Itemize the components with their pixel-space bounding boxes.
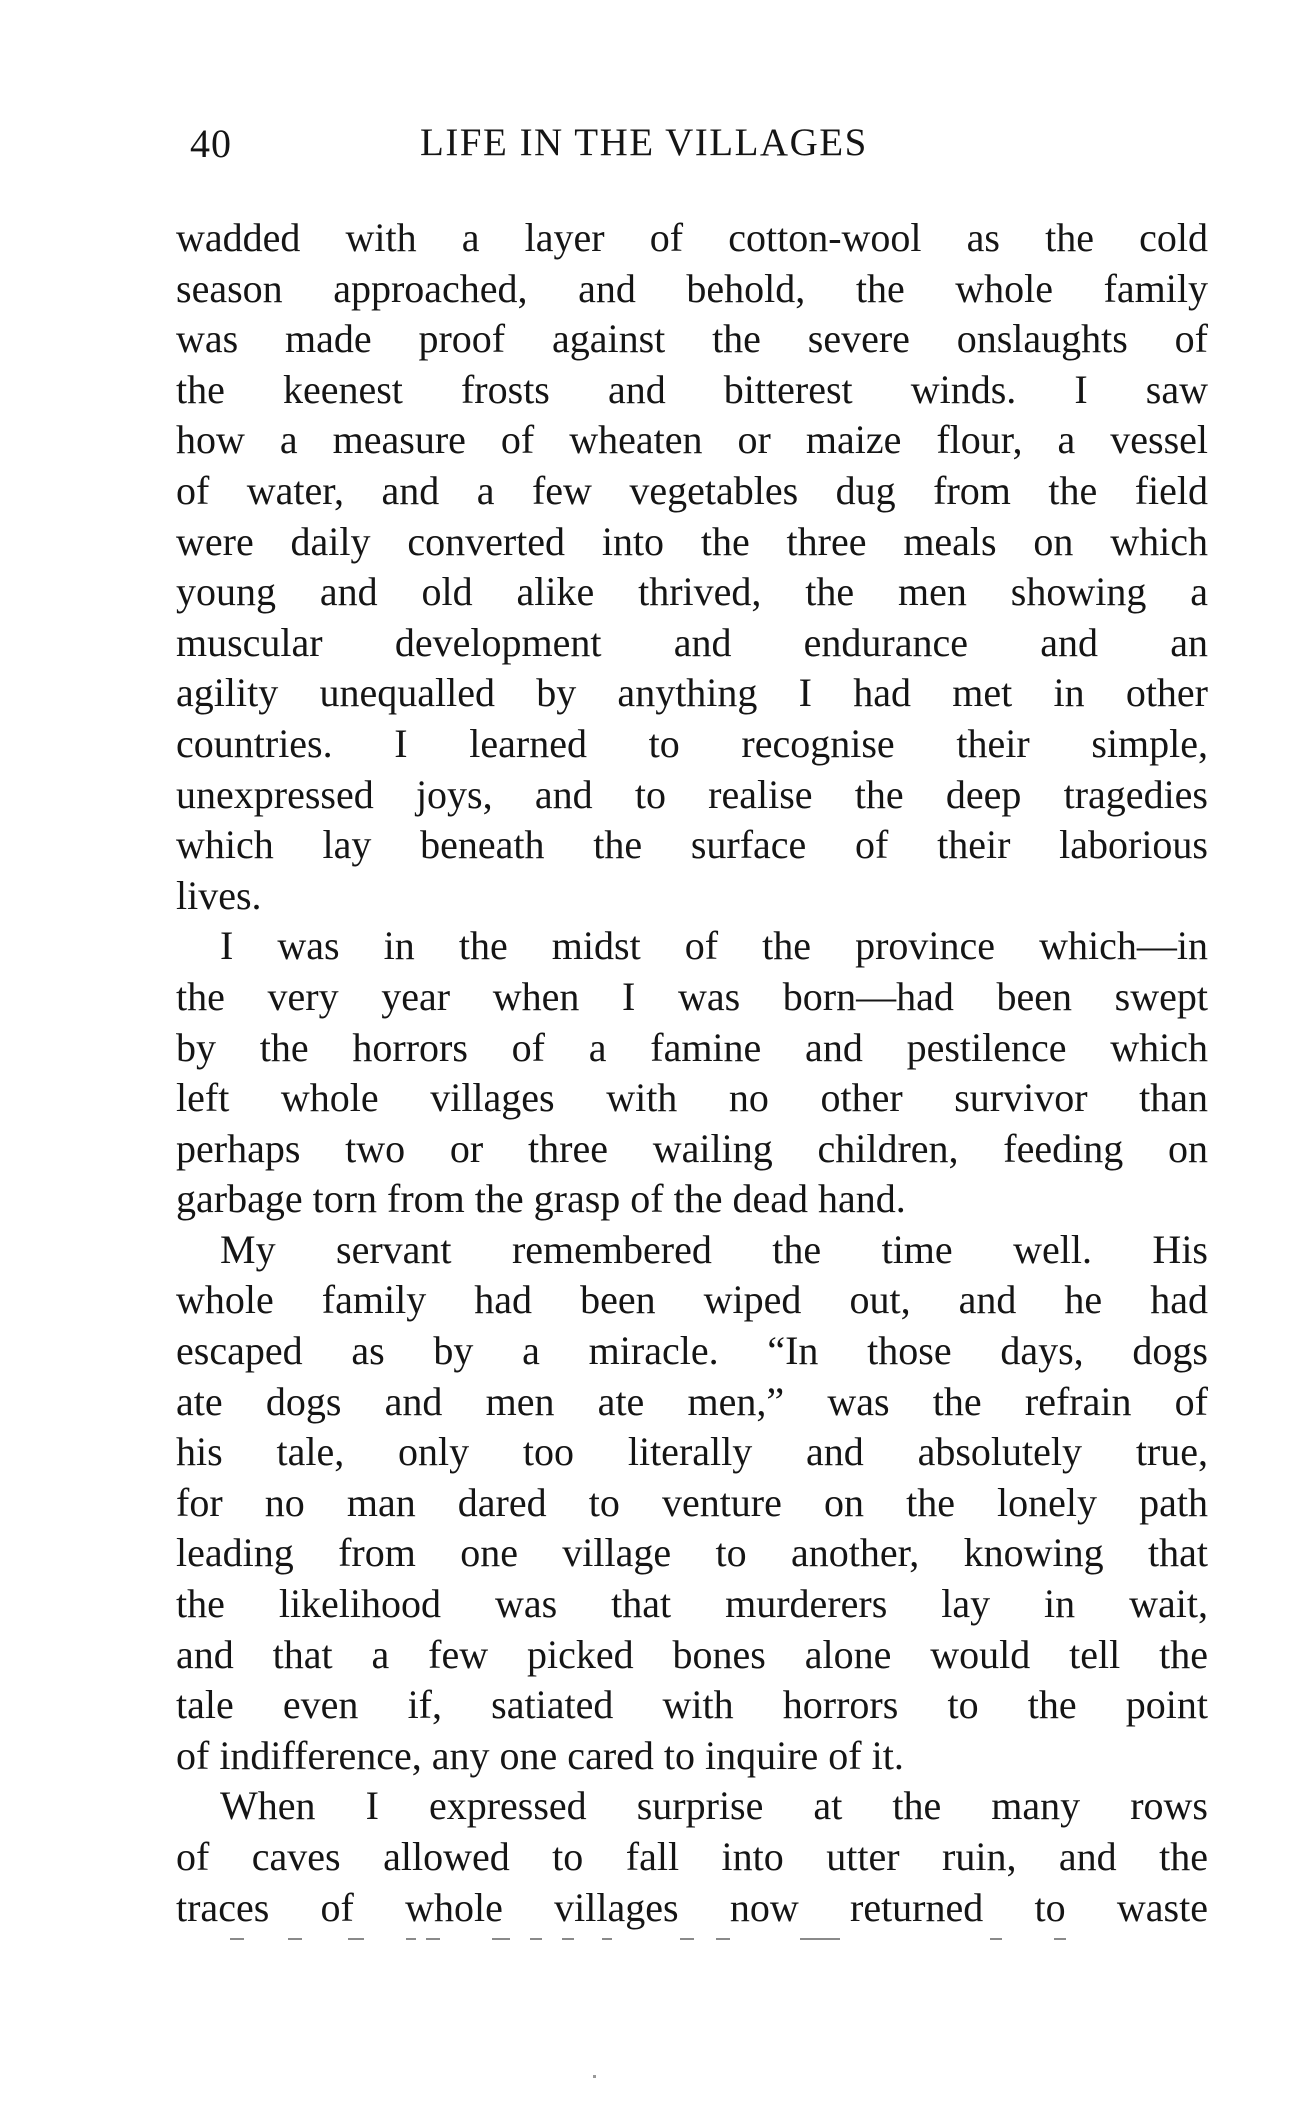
text-line: and that a few picked bones alone would tell the: [176, 1631, 1208, 1677]
text-line: of water, and a few vegetables dug from the field: [176, 467, 1208, 513]
body-text: [176, 213, 1208, 1933]
text-line: the likelihood was that murderers lay in wait,: [176, 1581, 1208, 1627]
text-line: was made proof against the severe onslaughts of: [176, 316, 1208, 362]
text-line: were daily converted into the three meals on which: [176, 518, 1208, 564]
paragraph-4: [176, 1781, 1208, 1933]
text-line: garbage torn from the grasp of the dead hand.: [176, 1176, 906, 1222]
text-line: wadded with a layer of cotton-wool as the cold: [176, 215, 1208, 260]
paragraph-3: [176, 1225, 1208, 1782]
page-number: 40: [190, 121, 232, 166]
text-line: tale even if, satiated with horrors to the point: [176, 1682, 1208, 1728]
text-line: unexpressed joys, and to realise the deep tragedies: [176, 771, 1208, 817]
text-line: lives.: [176, 872, 262, 918]
text-line: for no man dared to venture on the lonely path: [176, 1479, 1208, 1525]
text-line: which lay beneath the surface of their laborious: [176, 822, 1208, 868]
paragraph-2: [176, 921, 1208, 1225]
text-line: leading from one village to another, knowing that: [176, 1530, 1208, 1576]
text-line: young and old alike thrived, the men showing a: [176, 569, 1208, 615]
text-line: perhaps two or three wailing children, feeding on: [176, 1125, 1208, 1171]
text-line: left whole villages with no other survivor than: [176, 1075, 1208, 1121]
text-line: of caves allowed to fall into utter ruin, and the: [176, 1834, 1208, 1879]
running-header: [190, 120, 1200, 178]
text-line: traces of whole villages now returned to waste: [176, 1884, 1208, 1930]
text-line: by the horrors of a famine and pestilence which: [176, 1024, 1208, 1070]
text-line: escaped as by a miracle. “In those days, dogs: [176, 1328, 1208, 1374]
text-line: When I expressed surprise at the many rows: [220, 1783, 1208, 1829]
text-line: agility unequalled by anything I had met in other: [176, 670, 1208, 716]
text-line: whole family had been wiped out, and he had: [176, 1277, 1208, 1323]
scan-speck: [593, 2075, 596, 2078]
text-line: My servant remembered the time well. His: [220, 1226, 1208, 1272]
text-line: muscular development and endurance and an: [176, 619, 1208, 665]
running-title: LIFE IN THE VILLAGES: [420, 121, 868, 164]
scan-bleed-marks: [230, 1932, 1080, 1946]
text-line: the very year when I was born—had been swept: [176, 973, 1208, 1019]
text-line: of indifference, any one cared to inquire of it.: [176, 1732, 904, 1778]
paragraph-1: [176, 213, 1208, 921]
text-line: ate dogs and men ate men,” was the refrain of: [176, 1378, 1208, 1424]
text-line: I was in the midst of the province which—in: [220, 923, 1208, 969]
text-line: season approached, and behold, the whole family: [176, 265, 1208, 311]
text-line: the keenest frosts and bitterest winds. I saw: [176, 366, 1208, 412]
text-line: his tale, only too literally and absolutely true,: [176, 1429, 1208, 1475]
text-line: how a measure of wheaten or maize flour, a vessel: [176, 417, 1208, 463]
text-line: countries. I learned to recognise their simple,: [176, 720, 1208, 766]
